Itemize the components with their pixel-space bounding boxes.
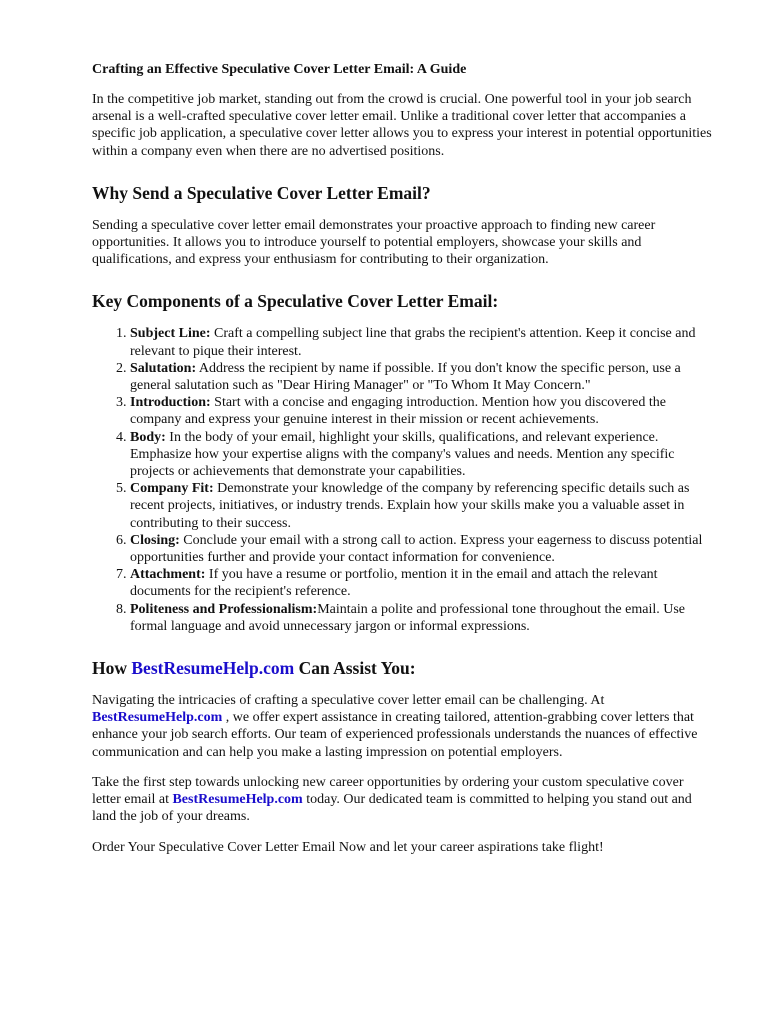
bestresumehelp-link[interactable]: BestResumeHelp.com (131, 658, 295, 679)
list-item-term: Subject Line: (130, 326, 211, 342)
intro-paragraph: In the competitive job market, standing out from the crowd is crucial. One powerful tool in your job search arsenal is a well-crafted speculative cover letter email. Unlike a traditional cover letter that accompanies a specific job application, a speculative cover letter allows you to express your interest in potential opportunities within a company even when there are no advertised positions. (92, 92, 712, 159)
list-item-term: Salutation: (130, 360, 197, 376)
why-heading: Why Send a Speculative Cover Letter Email? (92, 182, 431, 203)
assist-p1-after: , we offer expert assistance in creating tailored, attention-grabbing cover letters that enhance your job search efforts. Our team of experienced professionals understands the nuances of effective communication and can help you make a lasting impression on potential employers. (92, 710, 698, 760)
list-item-term: Closing: (130, 532, 180, 548)
bestresumehelp-link[interactable]: BestResumeHelp.com (92, 710, 223, 726)
assist-paragraph-2 (92, 774, 712, 826)
list-item-text: Maintain a polite and professional tone throughout the email. Use formal language and avoid unnecessary jargon or informal expressions. (130, 601, 686, 634)
list-item (130, 480, 712, 532)
list-item (130, 566, 712, 600)
assist-p1-before: Navigating the intricacies of crafting a speculative cover letter email can be challenging. At (92, 693, 605, 709)
assist-p2-before: Take the first step towards unlocking new career opportunities by ordering your custom speculative cover letter email at (92, 774, 684, 808)
list-item (130, 325, 712, 359)
list-item-text: Craft a compelling subject line that grabs the recipient's attention. Keep it concise and relevant to pique their interest. (130, 326, 696, 359)
list-item-term: Company Fit: (130, 481, 214, 497)
components-list (92, 325, 712, 635)
assist-heading-suffix: Can Assist You: (294, 658, 416, 679)
list-item (130, 429, 712, 481)
list-item (130, 601, 712, 635)
components-heading: Key Components of a Speculative Cover Letter Email: (92, 291, 499, 312)
list-item-term: Politeness and Professionalism: (130, 601, 318, 617)
list-item-text: Address the recipient by name if possible. If you don't know the specific person, use a general salutation such as "Dear Hiring Manager" or "To Whom It May Concern." (130, 360, 681, 394)
document-page (92, 60, 712, 869)
list-item (130, 360, 712, 394)
list-item-term: Body: (130, 429, 166, 445)
list-item-text: In the body of your email, highlight your skills, qualifications, and relevant experience. Emphasize how your expertise aligns with the company's values and needs. Mention any specific projects or achievements that demonstrate your capabilities. (130, 429, 675, 480)
list-item-term: Introduction: (130, 395, 211, 411)
list-item-term: Attachment: (130, 567, 206, 583)
assist-p2-after: today. Our dedicated team is committed to helping you stand out and land the job of your dreams. (92, 792, 692, 825)
list-item (130, 532, 712, 566)
bestresumehelp-link[interactable]: BestResumeHelp.com (172, 792, 303, 808)
list-item-text: Conclude your email with a strong call to action. Express your eagerness to discuss potential opportunities further and provide your contact information for convenience. (130, 532, 703, 566)
list-item-text: Demonstrate your knowledge of the company by referencing specific details such as recent projects, initiatives, or industry trends. Explain how your skills make you a valuable asset in contributing to their success. (130, 481, 690, 531)
why-paragraph: Sending a speculative cover letter email demonstrates your proactive approach to finding new career opportunities. It allows you to introduce yourself to potential employers, showcase your skills and qualifications, and express your enthusiasm for contributing to their organization. (92, 217, 656, 268)
assist-heading (92, 657, 712, 679)
list-item-text: Start with a concise and engaging introduction. Mention how you discovered the company and express your genuine interest in their mission or recent achievements. (130, 395, 666, 428)
assist-paragraph-1 (92, 692, 712, 761)
closing-paragraph: Order Your Speculative Cover Letter Email Now and let your career aspirations take flight! (92, 839, 604, 855)
assist-heading-prefix: How (92, 658, 132, 679)
list-item-text: If you have a resume or portfolio, mention it in the email and attach the relevant documents for the recipient's reference. (130, 567, 658, 600)
page-title: Crafting an Effective Speculative Cover Letter Email: A Guide (92, 62, 467, 77)
list-item (130, 394, 712, 428)
